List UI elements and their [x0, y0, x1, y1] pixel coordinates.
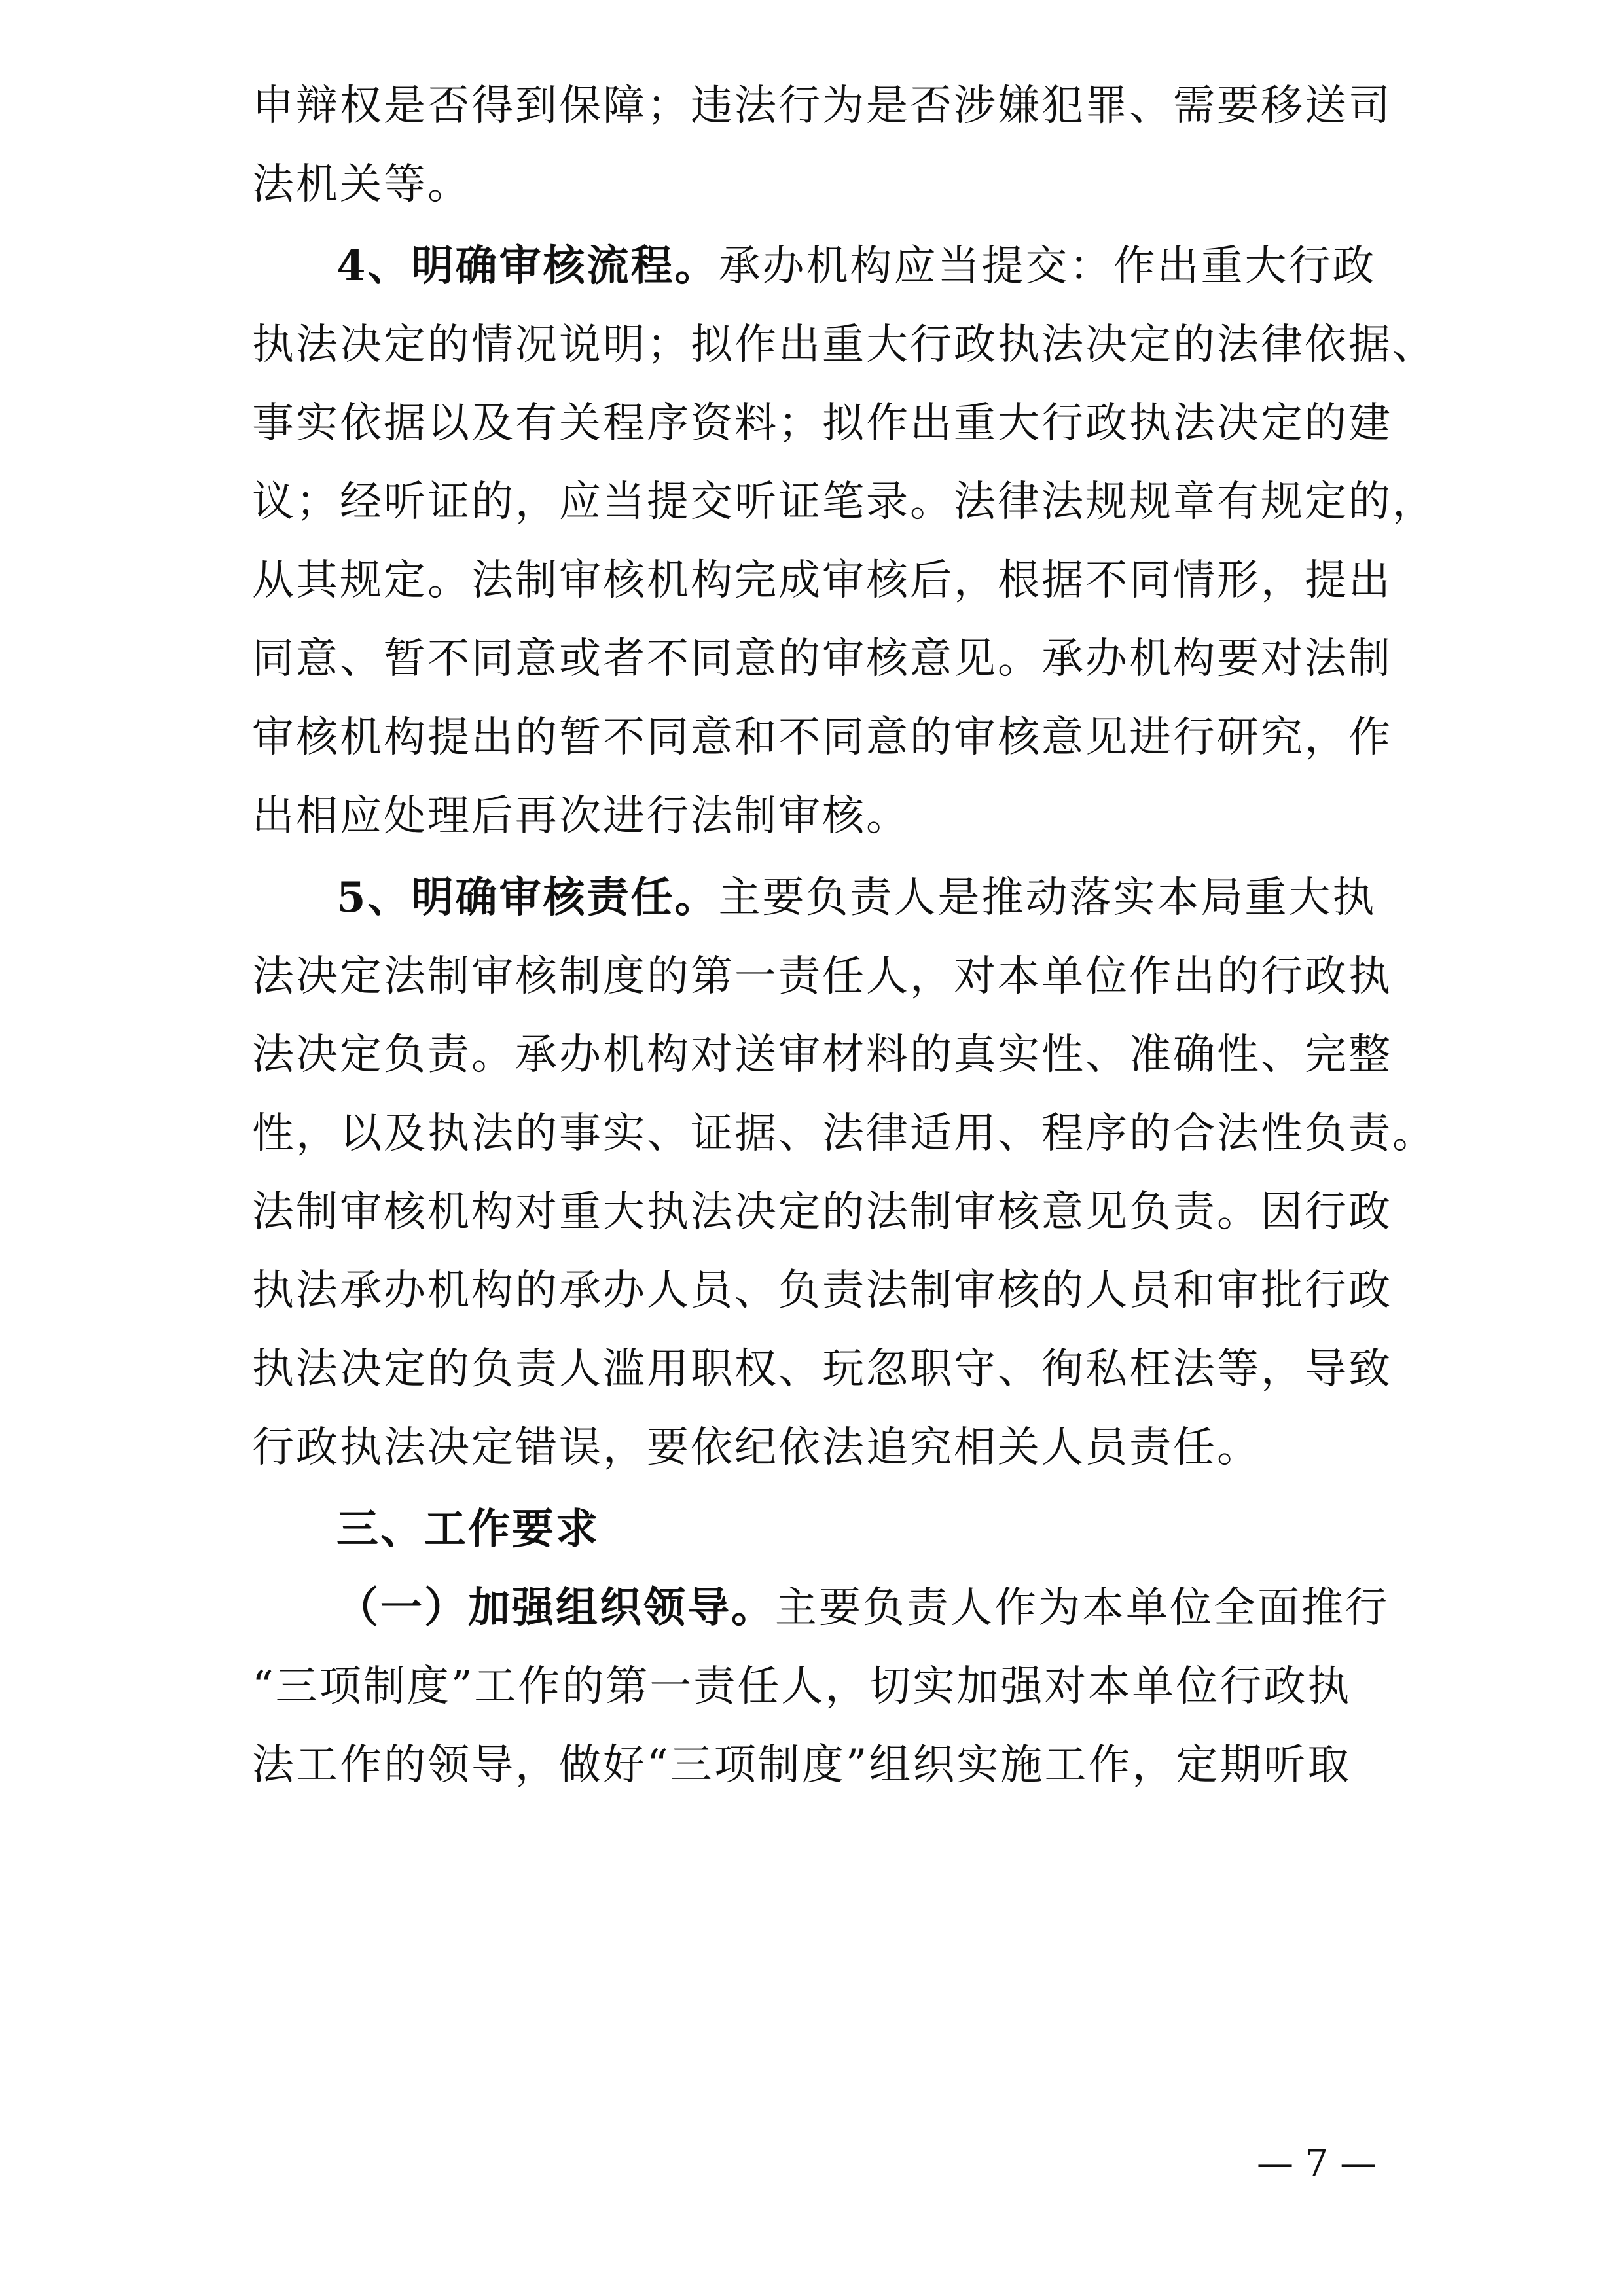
text-line: “三项制度”工作的第一责任人，切实加强对本单位行政执 — [252, 1662, 1352, 1711]
text-line: 法决定法制审核制度的第一责任人，对本单位作出的行政执 — [252, 952, 1392, 1001]
text-line: 事实依据以及有关程序资料；拟作出重大行政执法决定的建 — [252, 399, 1392, 448]
text-line: 议；经听证的，应当提交听证笔录。法律法规规章有规定的， — [252, 478, 1436, 526]
item-5-heading: 5、明确审核责任。 — [336, 873, 719, 922]
text-line: 审核机构提出的暂不同意和不同意的审核意见进行研究，作 — [252, 713, 1392, 762]
text-line: 法制审核机构对重大执法决定的法制审核意见负责。因行政 — [252, 1188, 1392, 1236]
text-line: 同意、暂不同意或者不同意的审核意见。承办机构要对法制 — [252, 635, 1392, 683]
text-line: 性，以及执法的事实、证据、法律适用、程序的合法性负责。 — [252, 1109, 1436, 1158]
text-line: 执法承办机构的承办人员、负责法制审核的人员和审批行政 — [252, 1266, 1392, 1315]
text-line: 法工作的领导，做好“三项制度”组织实施工作，定期听取 — [252, 1741, 1352, 1789]
text-line: 出相应处理后再次进行法制审核。 — [252, 792, 910, 840]
text-line: 申辩权是否得到保障；违法行为是否涉嫌犯罪、需要移送司 — [252, 82, 1392, 130]
text-line: 行政执法决定错误，要依纪依法追究相关人员责任。 — [252, 1424, 1261, 1472]
subsection-1-line — [336, 1581, 1404, 1636]
text-line: 执法决定的负责人滥用职权、玩忽职守、徇私枉法等，导致 — [252, 1345, 1392, 1393]
item-4-text: 承办机构应当提交：作出重大行政 — [718, 242, 1377, 291]
text-line: 从其规定。法制审核机构完成审核后，根据不同情形，提出 — [252, 556, 1392, 605]
text-line: 法机关等。 — [252, 160, 471, 209]
item-5-line — [336, 870, 1404, 925]
section-3-title: 三、工作要求 — [336, 1505, 600, 1554]
subsection-1-heading: （一）加强组织领导。 — [336, 1583, 775, 1632]
item-4-heading: 4、明确审核流程。 — [336, 242, 719, 291]
text-line: 法决定负责。承办机构对送审材料的真实性、准确性、完整 — [252, 1031, 1392, 1079]
item-5-text: 主要负责人是推动落实本局重大执 — [718, 874, 1377, 922]
item-4-line — [336, 239, 1404, 294]
text-line: 执法决定的情况说明；拟作出重大行政执法决定的法律依据、 — [252, 321, 1436, 369]
page-number: — 7 — — [1257, 2142, 1377, 2185]
subsection-1-text: 主要负责人作为本单位全面推行 — [775, 1584, 1389, 1632]
